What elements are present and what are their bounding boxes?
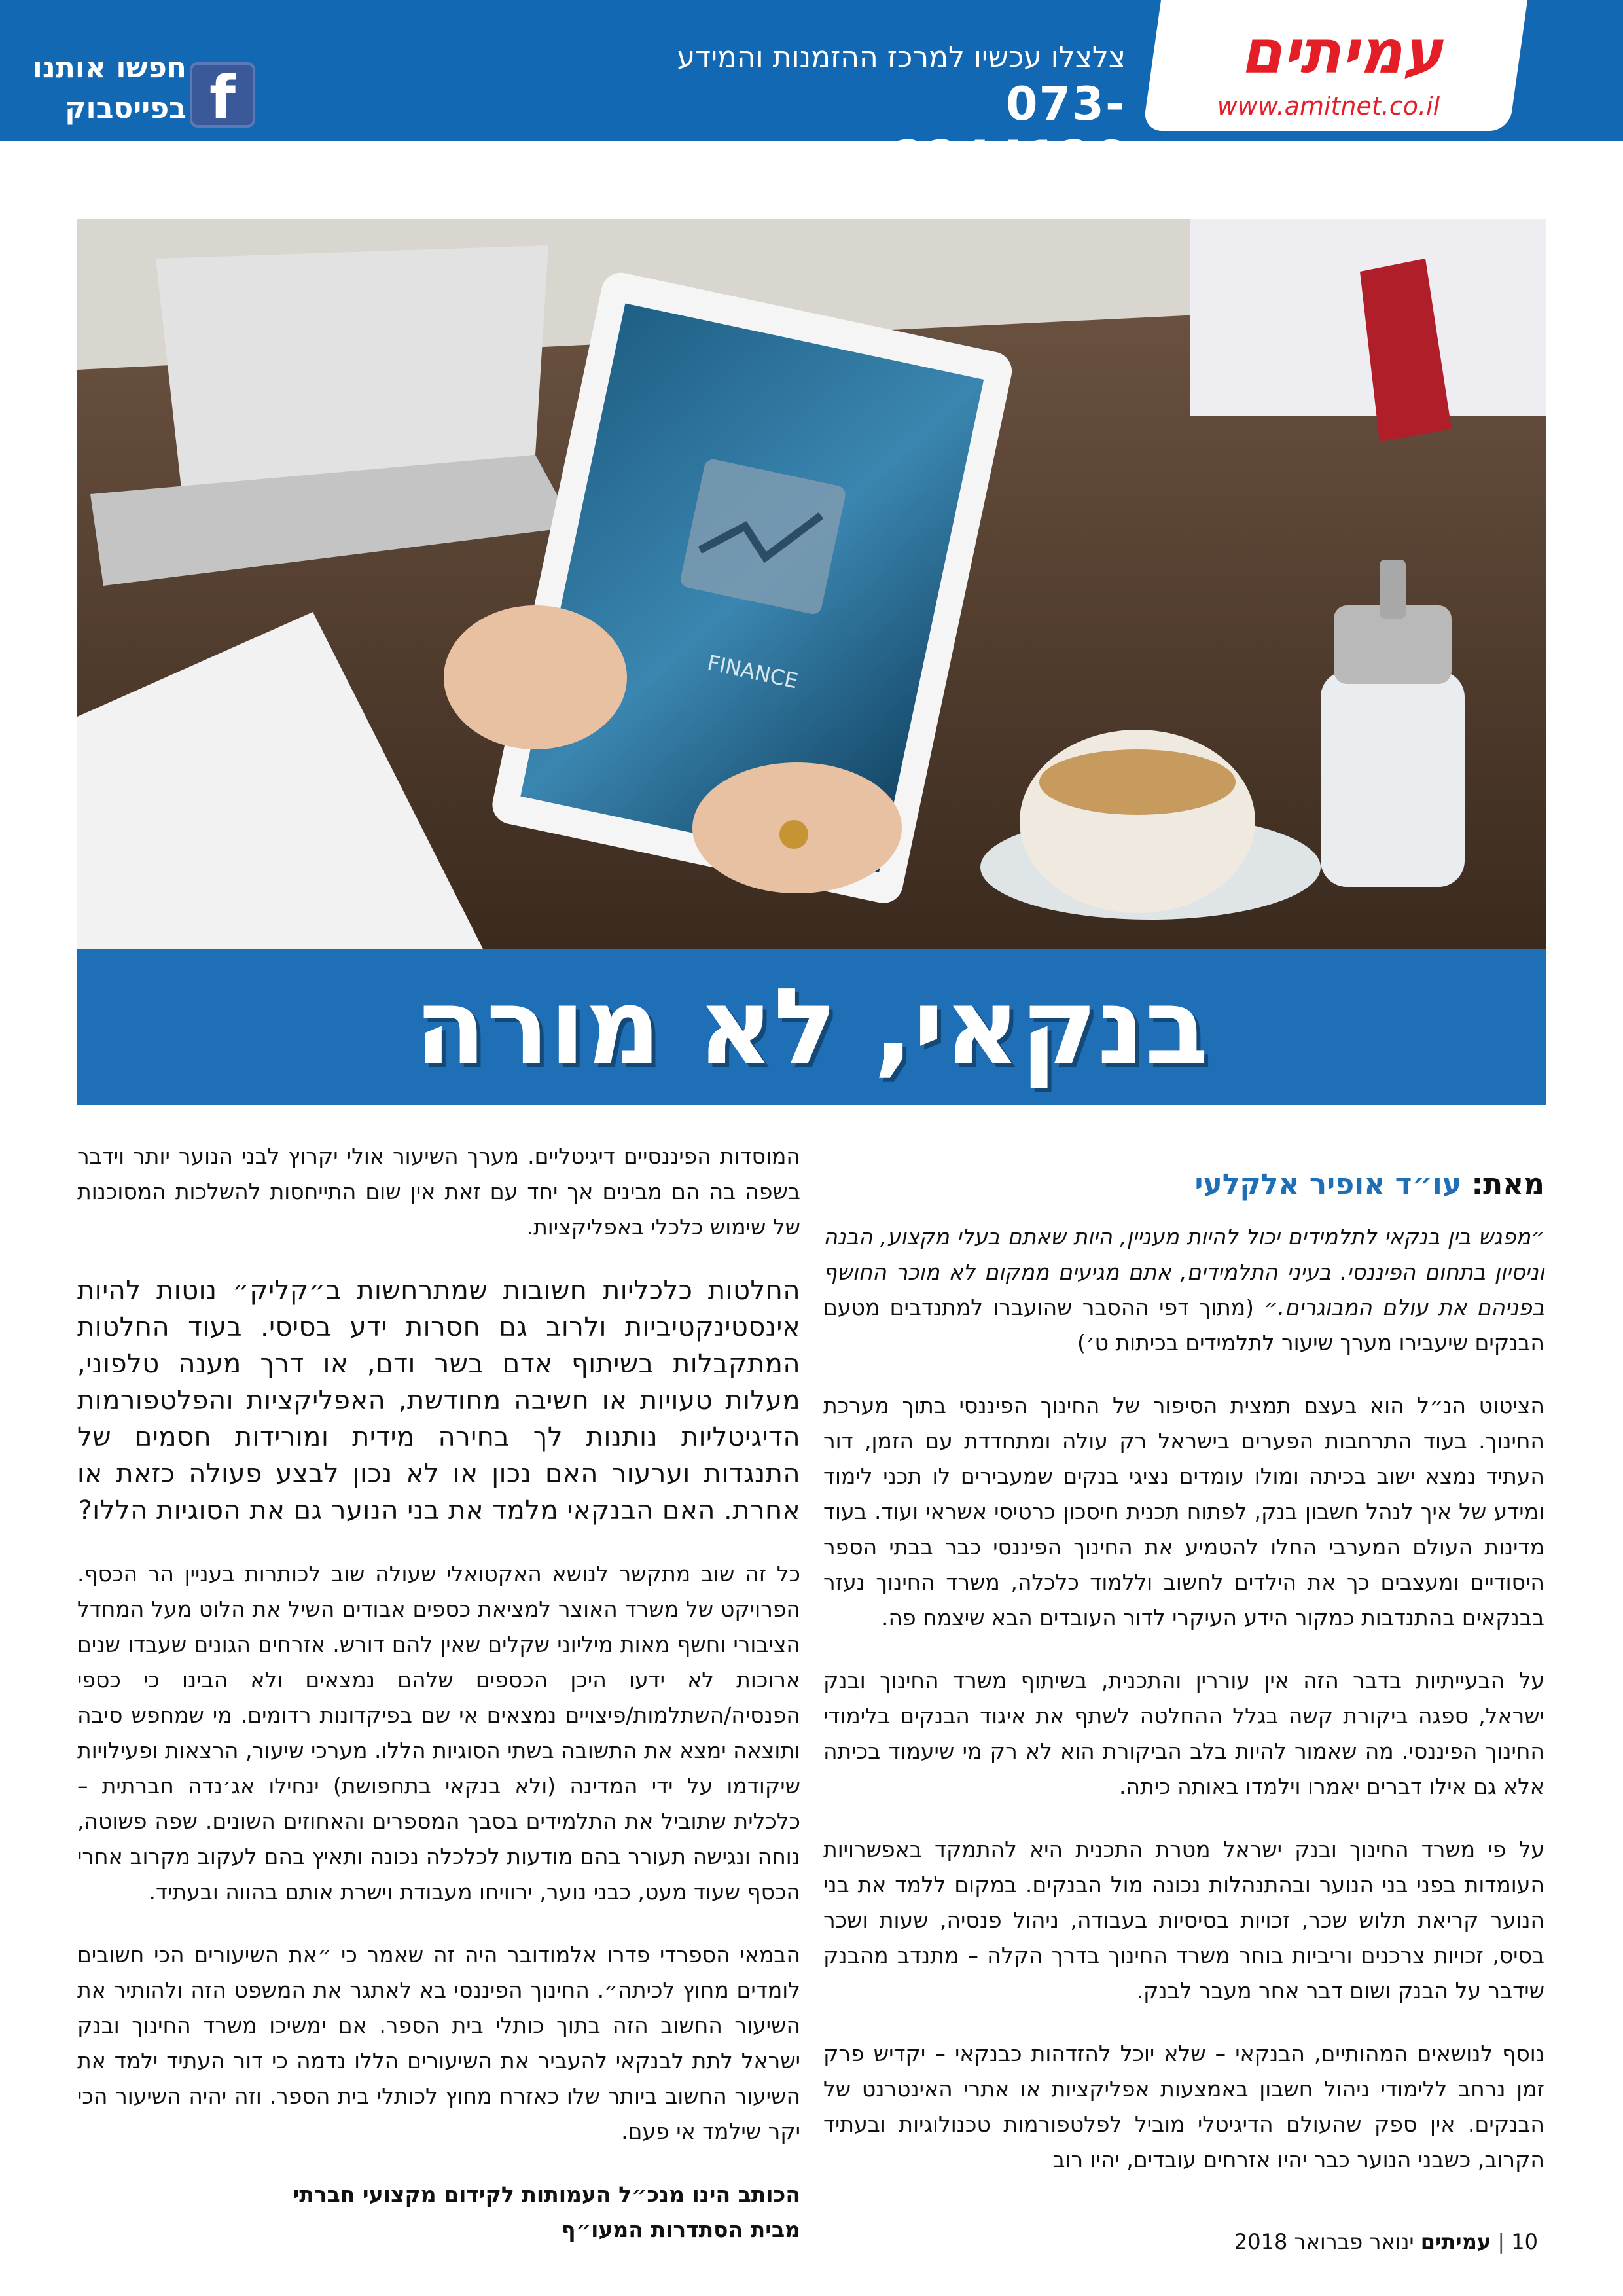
paragraph: נוסף לנושאים המהותיים, הבנקאי – שלא יוכל להזדהות כבנקאי – יקדיש פרק זמן נרחב ללימודי ניהול חשבון באמצעות אפליקציות או אתרי האינטרנט של הבנקים. אין ספק שהעולם הדיגיטלי מוביל לפלטפורמות טכנולוגיות ובעתיד הקרוב, כשבני הנוער כבר יהיו אזרחים עובדים, יהיו רוב — [823, 2041, 1544, 2172]
footer-issue: ינואר פברואר 2018 — [1234, 2229, 1414, 2254]
paragraph: המוסדות הפיננסיים דיגיטליים. מערך השיעור אולי יקרוץ לבני הנוער יותר וידבר בשפה בה הם מבינים אך יחד עם זאת אין שום התייחסות להשלכות המסוכנות של שימוש כלכלי באפליקציות. — [77, 1143, 800, 1240]
article-title: בנקאי, לא מורה — [414, 965, 1209, 1088]
call-to-action-text: צלצלו עכשיו למרכז ההזמנות והמידע — [677, 41, 1126, 74]
page-footer — [1145, 2222, 1538, 2261]
paragraph: הציטוט הנ״ל הוא בעצם תמצית הסיפור של החינוך הפיננסי בתוך מערכת החינוך. בעוד התרחבות הפערים בישראל רק עולה ומתחדדת עם הזמן, דור העתיד נמצא ישוב בכיתה ומולו עומדים נציגי בנקים שמעבירים לו תכני לימוד ומידע של איך לנהל חשבון בנק, לפתוח תכנית חיסכון כרטיסי אשראי ועוד. בעוד מדינות העולם המערבי החלו להטמיע את החינוך הפיננסי כבר בבתי הספר היסודיים ומעצבים כך את הילדים לחשוב וללמוד כלכלה, משרד החינוך נעזר בבנקאים בהתנדבות כמקור הידע העיקרי לדור העובדים הבא שיצמח פה. — [823, 1393, 1544, 1630]
quote-source: (מתוך דפי ההסבר שהועברו למתנדבים מטעם הבנקים שיעבירו מערך שיעור לתלמידים בכיתות ט׳) — [823, 1295, 1544, 1355]
tablet-finance-label: FINANCE — [705, 650, 800, 694]
footer-brand: עמיתים — [1420, 2229, 1491, 2254]
facebook-text-line1[interactable]: חפשו אותנו — [32, 51, 187, 84]
footer-separator: | — [1497, 2229, 1505, 2254]
paragraph: על פי משרד החינוך ובנק ישראל מטרת התכנית היא להתמקד באפשרויות העומדות בפני בני הנוער ובהתנהלות נכונה מול הבנקים. במקום ללמד את בני הנוער קריאת תלוש שכר, זכויות בסיסיות בעבודה, ניהול פנסיה, שעות ושכר בסיס, זכויות צרכנים וריביות בוחר משרד החינוך בדרך הקלה – מתנדב מהבנק שידבר על הבנק ושום דבר אחר מעבר לבנק. — [823, 1837, 1544, 2003]
paragraph: על הבעייתיות בדבר הזה אין עוררין והתכנית, בשיתוף משרד החינוך ובנק ישראל, ספגה ביקורת קשה בגלל ההחלטה לשתף את איגוד הבנקים בלימודי החינוך הפיננסי. מה שאמור להיות בלב הביקורת הוא לא רק מי שיעמוד בכיתה אלא גם אילו דברים יאמרו וילמדו באותה כיתה. — [823, 1668, 1544, 1799]
logo-url[interactable]: www.amitnet.co.il — [1217, 92, 1440, 120]
author-note — [77, 2177, 800, 2248]
quote-text: ״מפגש בין בנקאי לתלמידים יכול להיות מעניין, היות שאתם בעלי מקצוע, הבנה וניסיון בתחום הפיננסי. בעיני התלמידים, אתם מגיעים ממקום לא מוכר החושף בפניהם את עולם המבוגרים.״ — [823, 1224, 1544, 1320]
author-note-line2: מבית הסתדרות המעו״ף — [561, 2217, 800, 2242]
author-byline — [823, 1162, 1544, 1208]
page-number: 10 — [1511, 2229, 1538, 2254]
facebook-text-line2[interactable]: בפייסבוק — [65, 92, 187, 125]
author-name: עו״ד אופיר אלקלעי — [1194, 1168, 1462, 1201]
phone-number[interactable]: 073-2244126 — [893, 77, 1126, 185]
paragraph: הבמאי הספרדי פדרו אלמודובר היה זה שאמר כי ״את השיעורים הכי חשובים לומדים מחוץ לכיתה״. החינוך הפיננסי בא לאתגר את המשפט הזה ולהותיר את השיעור החשוב הזה בתוך כותלי בית הספר. אם ימשיכו משרד החינוך ובנק ישראל לתת לבנקאי להעביר את השיעורים הללו נדמה כי דור העתיד ילמד את השיעור החשוב ביותר שלו כאזרח מחוץ לכותלי בית הספר. וזה יהיה השיעור הכי יקר שילמד אי פעם. — [77, 1942, 800, 2144]
author-label: מאת: — [1471, 1168, 1544, 1201]
facebook-icon[interactable]: f — [190, 62, 255, 128]
logo-text[interactable]: עמיתים — [1240, 17, 1443, 87]
author-note-line1: הכותב הינו מנכ״ל העמותות לקידום מקצועי חברתי — [293, 2181, 800, 2207]
lead-paragraph: החלטות כלכליות חשובות שמתרחשות ב״קליק״ נוטות להיות אינסטינקטיביות ולרוב גם חסרות ידע בסיסי. בעוד החלטות המתקבלות בשיתוף אדם בשר ודם, או דרך מענה טלפוני, מעלות טעויות או חשיבה מחודשת, האפליקציות והפלטפורמות הדיגיטליות נותנות לך בחירה מידית ומורידות חסמים של התנגדות וערעור האם נכון או לא נכון לבצע פעולה כזאת או אחרת. האם הבנקאי מלמד את בני הנוער גם את הסוגיות הללו? — [77, 1276, 800, 1526]
article-column-left — [77, 1139, 800, 2275]
photo-illustration — [77, 219, 1546, 949]
article-column-right — [823, 1162, 1544, 2205]
paragraph: כל זה שוב מתקשר לנושא האקטואלי שעולה שוב לכותרות בעניין הר הכסף. הפרויקט של משרד האוצר למציאת כספים אבודים השיל את הלוט מעל המחדל הציבורי וחשף מאות מיליוני שקלים שאין להם דורש. אזרחים הגונים שעבדו שנים ארוכות לא ידעו היכן הכספים שלהם נמצאים ולא הבינו כי כספי הפנסיה/השתלמות/פיצויים נמצאים אי שם בפיקדונות רדומים. מי שמחפש סיבה ותוצאה ימצא את התשובה בשתי הסוגיות הללו. מערכי שיעור, הרצאות ופעילויות שיקודמו על ידי המדינה (ולא בנקאי בתחפושת) ינחילו אג׳נדה חברתית – כלכלית שתוביל את התלמידים בסבך המספרים והאחוזים השונים. שפה פשוטה, נוחה ונגישה תעורר בהם מודעות לכלכלה נכונה ותאיץ בהם לעקוב מקרוב אחרי הכסף שעוד מעט, כבני נוער, ירוויחו מעבודת וישרת אותם בהווה ובעתיד. — [77, 1561, 800, 1905]
article-photo — [77, 219, 1546, 949]
opening-quote — [823, 1219, 1544, 1361]
